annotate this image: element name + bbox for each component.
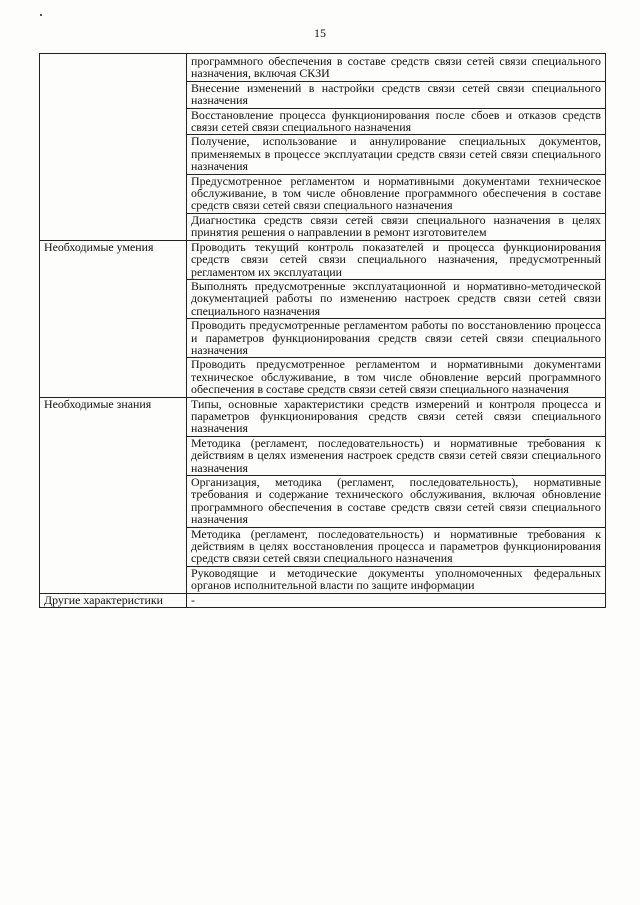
row-text: программного обеспечения в составе средств связи сетей связи специального назначения, включая СКЗИ: [187, 54, 606, 82]
row-label: Другие характеристики: [40, 593, 187, 607]
row-text: Типы, основные характеристики средств измерений и контроля процесса и параметров функционирования средств связи сетей связи специального назначения: [187, 397, 606, 436]
page-number: 15: [314, 26, 326, 40]
row-text: Восстановление процесса функционирования после сбоев и отказов средств связи сетей связи специального назначения: [187, 108, 606, 135]
row-text: Методика (регламент, последовательность) и нормативные требования к действиям в целях восстановления процесса и параметров функционирования средств связи сетей связи специального назначения: [187, 527, 606, 566]
row-text: Организация, методика (регламент, последовательность), нормативные требования и содержание технического обслуживания, включая обновление программного обеспечения в составе средств связи сетей связи специального назначения: [187, 476, 606, 528]
row-text: Проводить предусмотренное регламентом и нормативными документами техническое обслуживание, в том числе обновление версий программного обеспечения в составе средств связи сетей связи специального назначения: [187, 358, 606, 397]
row-text: Диагностика средств связи сетей связи специального назначения в целях принятия решения о направлении в ремонт изготовителем: [187, 213, 606, 240]
characteristics-table: [39, 53, 606, 608]
row-text: Выполнять предусмотренные эксплуатационной и нормативно-методической документацией работы по изменению настроек средств связи сетей связи специального назначения: [187, 279, 606, 318]
row-text: Проводить предусмотренные регламентом работы по восстановлению процесса и параметров функционирования средств связи сетей связи специального назначения: [187, 319, 606, 358]
row-text: Руководящие и методические документы уполномоченных федеральных органов исполнительной власти по защите информации: [187, 566, 606, 593]
row-text: Проводить текущий контроль показателей и процесса функционирования средств связи сетей связи специального назначения, предусмотренный регламентом их эксплуатации: [187, 240, 606, 279]
row-label: Необходимые умения: [40, 240, 187, 397]
table-row: [40, 593, 606, 607]
table-row: [40, 54, 606, 82]
table-body: [40, 54, 606, 608]
row-label: [40, 54, 187, 241]
row-text: Внесение изменений в настройки средств связи сетей связи специального назначения: [187, 81, 606, 108]
row-label: Необходимые знания: [40, 397, 187, 593]
row-text: Методика (регламент, последовательность) и нормативные требования к действиям в целях изменения настроек средств связи сетей связи специального назначения: [187, 436, 606, 475]
table-row: [40, 240, 606, 279]
row-text: Предусмотренное регламентом и нормативными документами техническое обслуживание, в том числе обновление программного обеспечения в составе средств связи сетей связи специального назначения: [187, 174, 606, 213]
scan-mark: [40, 14, 42, 16]
row-text: Получение, использование и аннулирование специальных документов, применяемых в процессе эксплуатации средств связи сетей связи специального назначения: [187, 135, 606, 174]
row-text: -: [187, 593, 606, 607]
table-row: [40, 397, 606, 436]
